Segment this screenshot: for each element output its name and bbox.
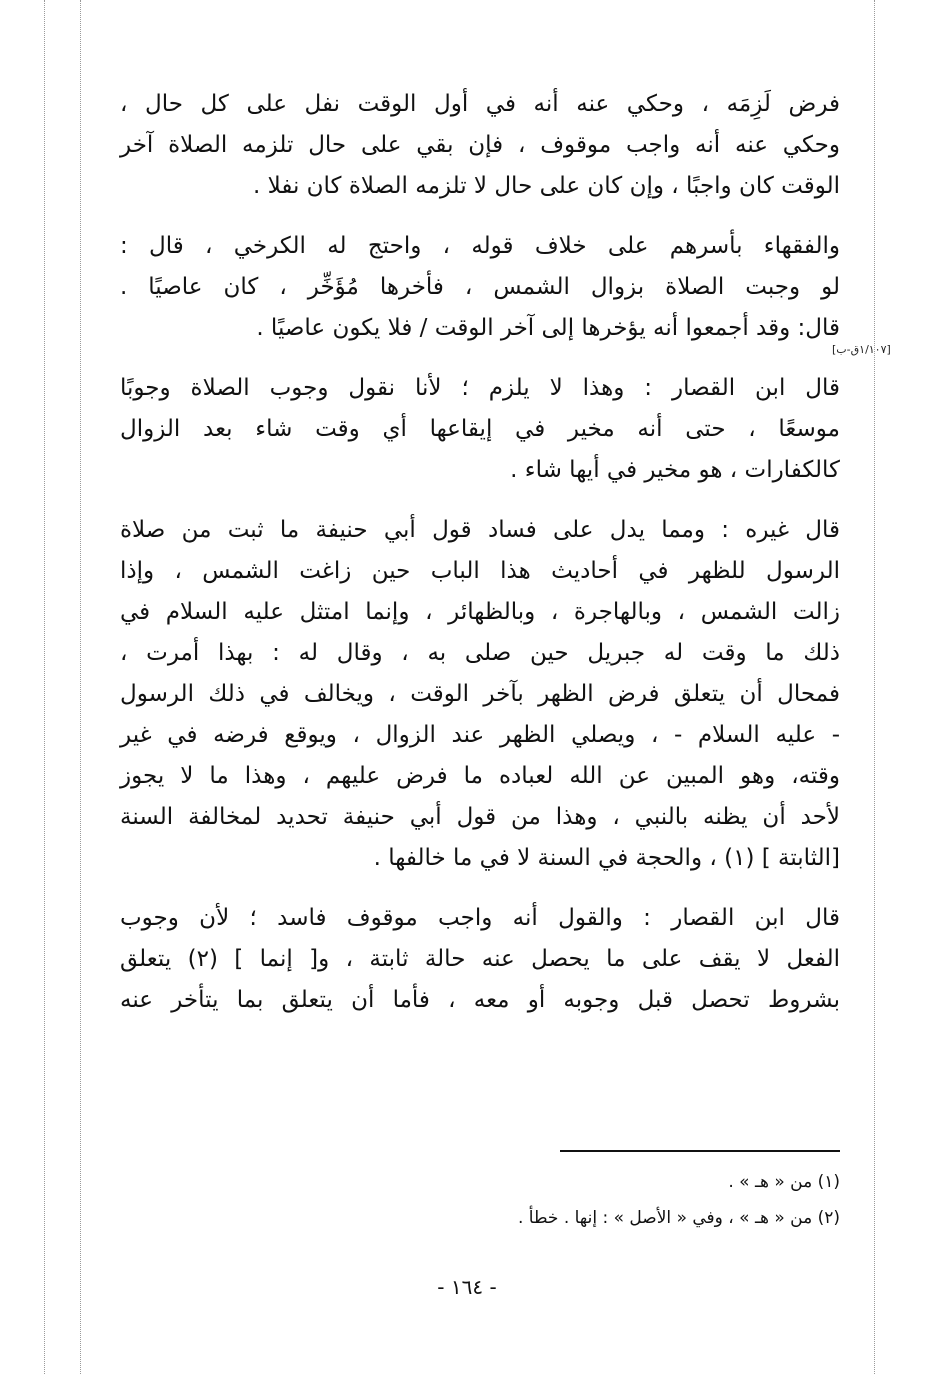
- text-line: [الثابتة ] (١) ، والحجة في السنة لا في ما خالفها .: [373, 845, 840, 871]
- text-line: زالت الشمس ، وبالهاجرة ، وبالظهائر ، وإنما امتثل عليه السلام في: [120, 599, 840, 625]
- footnote-divider: [560, 1150, 840, 1152]
- text-line: فرض لَزِمَه ، وحكي عنه أنه في أول الوقت نفل على كل حال ،: [120, 91, 840, 117]
- paragraph: [120, 226, 840, 349]
- text-line: وحكي عنه أنه واجب موقوف ، فإن بقي على حال تلزمه الصلاة آخر: [120, 132, 840, 158]
- text-line: الفعل لا يقف على ما يحصل عنه حالة ثابتة ، و[ إنما ] (٢) يتعلق: [120, 946, 840, 972]
- text-line: الرسول للظهر في أحاديث هذا الباب حين زاغت الشمس ، وإذا: [120, 558, 840, 584]
- text-line: بشروط تحصل قبل وجوبه أو معه ، فأما أن يتعلق بما يتأخر عنه: [120, 987, 840, 1013]
- text-line: فمحال أن يتعلق فرض الظهر بآخر الوقت ، ويخالف في ذلك الرسول: [120, 681, 840, 707]
- text-line: لو وجبت الصلاة بزوال الشمس ، فأخرها مُؤَخِّر ، كان عاصيًا .: [120, 274, 840, 300]
- footnotes: [380, 1164, 840, 1236]
- manuscript-folio-note: [١/١٠٧ق-ب]: [832, 343, 891, 356]
- paragraph: [120, 84, 840, 207]
- paragraph: [120, 510, 840, 879]
- page-number: - ١٦٤ -: [437, 1275, 497, 1299]
- text-line: قال غيره : ومما يدل على فساد قول أبي حنيفة ما ثبت من صلاة: [120, 517, 840, 543]
- paragraph: [120, 368, 840, 491]
- text-line: موسعًا ، حتى أنه مخير في إيقاعها أي وقت شاء بعد الزوال: [120, 416, 840, 442]
- text-line: قال ابن القصار : وهذا لا يلزم ؛ لأنا نقول وجوب الصلاة وجوبًا: [120, 375, 840, 401]
- text-line: لأحد أن يظنه بالنبي ، وهذا من قول أبي حنيفة تحديد لمخالفة السنة: [120, 804, 840, 830]
- text-line: - عليه السلام - ، ويصلي الظهر عند الزوال ، ويوقع فرضه في غير: [120, 722, 840, 748]
- text-line: وقته، وهو المبين عن الله لعباده ما فرض عليهم ، وهذا ما لا يجوز: [120, 763, 840, 789]
- paragraph: [120, 898, 840, 1021]
- body-text: [120, 84, 840, 1040]
- scan-artifact-line: [80, 0, 81, 1374]
- scan-artifact-line: [874, 0, 875, 1374]
- text-line: قال: وقد أجمعوا أنه يؤخرها إلى آخر الوقت / فلا يكون عاصيًا .: [256, 315, 840, 341]
- text-line: ذلك ما وقت له جبريل حين صلى به ، وقال له : بهذا أمرت ،: [120, 640, 840, 666]
- text-line: كالكفارات ، هو مخير في أيها شاء .: [510, 457, 840, 483]
- scan-artifact-line: [44, 0, 45, 1374]
- footnote: (١) من « هـ » .: [728, 1172, 840, 1192]
- footnote: (٢) من « هـ » ، وفي « الأصل » : إنها . خطأ .: [517, 1208, 840, 1228]
- text-line: والفقهاء بأسرهم على خلاف قوله ، واحتج له الكرخي ، قال :: [120, 233, 840, 259]
- text-line: قال ابن القصار : والقول أنه واجب موقوف فاسد ؛ لأن وجوب: [120, 905, 840, 931]
- text-line: الوقت كان واجبًا ، وإن كان على حال لا تلزمه الصلاة كان نفلا .: [252, 173, 840, 199]
